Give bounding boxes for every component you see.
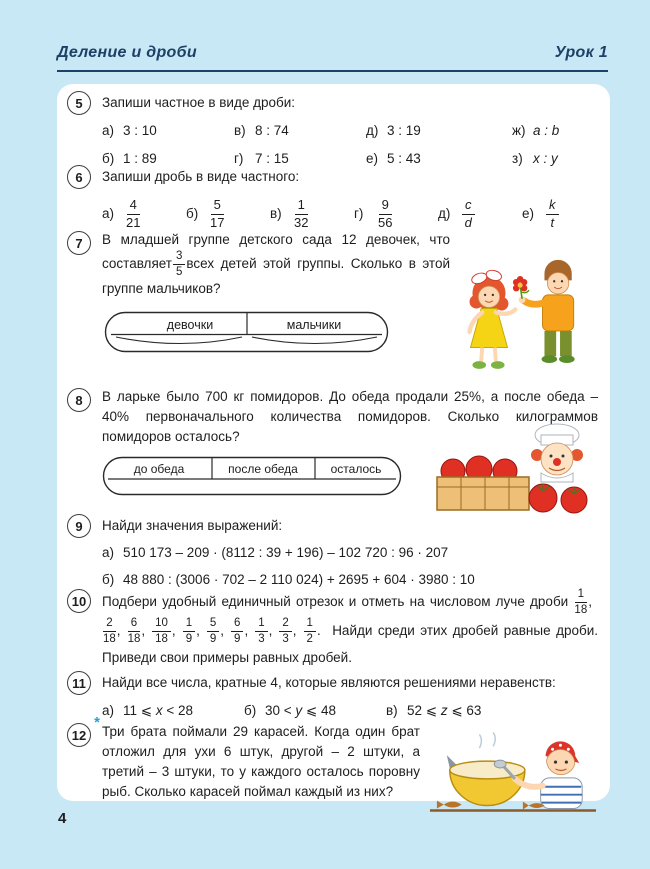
fraction-item: в) $\frac{1}{32}$ <box>270 196 309 230</box>
page-header <box>57 44 608 72</box>
exercise-item: е) 5 : 43 <box>366 150 421 166</box>
exercise-grid <box>102 121 598 169</box>
problem-7 <box>67 230 598 376</box>
problem-5 <box>67 90 598 169</box>
problem-text: Три брата поймали 29 карасей. Когда один брат отложил для ухи 6 штук, другой – 2 штуки, а третий – 3 штуки, то у каждого осталось поровну рыб. Сколько карасей поймал каждый из них? <box>102 724 420 799</box>
problem-9 <box>67 513 598 590</box>
page-number: 4 <box>58 810 67 827</box>
problem-6 <box>67 164 598 230</box>
fraction-item: д) $\frac{c}{d}$ <box>438 198 522 230</box>
problem-title: Запиши частное в виде дроби: <box>102 95 296 110</box>
problem-text: В младшей группе детского сада 12 девочек, что составляет $\frac{3}{5}$ всех детей этой группы. Сколько в этой группе мальчиков? <box>102 232 450 296</box>
difficulty-asterisk: * <box>94 714 100 731</box>
exercise-item: з) x : y <box>512 150 558 166</box>
problem-number-circle <box>67 589 91 613</box>
exercise-item: а) 3 : 10 <box>102 122 157 138</box>
problem-number: 10 <box>67 589 91 613</box>
diagram-label-girls: девочки <box>166 317 214 332</box>
exercise-item: г) 7 : 15 <box>234 150 289 166</box>
problem-number-circle <box>67 514 91 538</box>
problem-10 <box>67 588 598 669</box>
problem-number-circle <box>67 671 91 695</box>
diagram-label-before-lunch: до обеда <box>133 461 185 476</box>
exercise-item: д) 3 : 19 <box>366 122 421 138</box>
expression-item: б) 48 880 : (3006 · 702 – 2 110 024) + 2695 + 604 · 3980 : 10 <box>102 571 475 587</box>
fraction: $\frac{5}{17}$ <box>210 196 225 230</box>
problem-8 <box>67 387 598 514</box>
inequality-item: а) 11 ⩽ x < 28 <box>102 702 193 718</box>
problem-title: Запиши дробь в виде частного: <box>102 169 300 184</box>
pirate-eating-fish-illustration <box>428 720 598 815</box>
fraction: $\frac{k}{t}$ <box>546 198 559 230</box>
diagram-label-after-lunch: после обеда <box>228 461 298 476</box>
problem-number: 5 <box>67 91 91 115</box>
segment-diagram-children <box>104 311 389 353</box>
fraction-row <box>102 198 606 230</box>
fraction: $\frac{9}{56}$ <box>378 196 393 230</box>
problem-title: Найди все числа, кратные 4, которые являются решениями неравенств: <box>102 675 556 690</box>
fraction: $\frac{1}{32}$ <box>294 196 309 230</box>
problem-number-circle <box>67 388 91 412</box>
fraction: $\frac{4}{21}$ <box>126 196 141 230</box>
inequality-row <box>102 701 598 721</box>
problem-12 <box>67 714 598 815</box>
problem-text: В ларьке было 700 кг помидоров. До обеда продали 25%, а после обеда – 40% первоначального количества помидоров. Сколько килограммов помидоров осталось? <box>102 389 598 444</box>
chapter-title: Деление и дроби <box>57 44 197 61</box>
expression-item: а) 510 173 – 209 · (8112 : 39 + 196) – 102 720 : 96 · 207 <box>102 544 449 560</box>
problem-number: 7 <box>67 231 91 255</box>
exercise-item: ж) a : b <box>512 122 560 138</box>
segment-diagram-tomatoes <box>102 456 402 496</box>
diagram-label-left-over: осталось <box>330 461 382 476</box>
girl-and-boy-with-flower-illustration <box>452 244 598 376</box>
fraction-item: г) $\frac{9}{56}$ <box>354 196 393 230</box>
problem-number: 12 <box>67 723 91 747</box>
problem-number-circle <box>67 231 91 255</box>
problem-title: Найди значения выражений: <box>102 518 283 533</box>
inline-fraction: $\frac{3}{5}$ <box>173 250 185 279</box>
fraction-item: е) $\frac{k}{t}$ <box>522 198 606 230</box>
inequality-item: в) 52 ⩽ z ⩽ 63 <box>386 702 482 718</box>
problem-number: 11 <box>67 671 91 695</box>
problem-number-circle <box>67 165 91 189</box>
problem-number: 8 <box>67 388 91 412</box>
exercise-item: в) 8 : 74 <box>234 122 289 138</box>
problem-11 <box>67 670 598 721</box>
lesson-title: Урок 1 <box>554 44 608 61</box>
fraction-item: б) $\frac{5}{17}$ <box>186 196 225 230</box>
exercise-item: б) 1 : 89 <box>102 150 157 166</box>
diagram-label-boys: мальчики <box>286 317 342 332</box>
inequality-item: б) 30 < y ⩽ 48 <box>244 702 336 718</box>
problem-number-circle <box>67 91 91 115</box>
fraction-list: $\frac{1}{18}$ , $\frac{2}{18}$ , $\frac{6}{18}$ , $\frac{10}{18}$ , $\frac{1}{9}$ , $\frac{5}{9}$ , $\frac{6}{9}$ , $\frac{1}{3}$ , $\frac{2}{3}$ , $\frac{1}{2}$ . <box>103 588 592 645</box>
problem-number-circle <box>67 714 100 747</box>
fraction: $\frac{c}{d}$ <box>462 198 475 230</box>
fraction-item: а) $\frac{4}{21}$ <box>102 196 141 230</box>
problem-number: 6 <box>67 165 91 189</box>
content-panel <box>57 84 610 801</box>
problem-number: 9 <box>67 514 91 538</box>
clown-with-tomatoes-illustration <box>433 422 598 514</box>
problem-text: Подбери удобный единичный отрезок и отметь на числовом луче дроби $\frac{1}{18}$ , $\frac{2}{18}$ , $\frac{6}{18}$ , $\frac{10}{18}$ , $\frac{1}{9}$ , $\frac{5}{9}$ , $\frac{6}{9}$ , $\frac{1}{3}$ , $\frac{2}{3}$ , $\frac{1}{2}$ . Найди среди этих дробей равные дроби. Приведи свои примеры равных дробей. <box>102 588 598 665</box>
